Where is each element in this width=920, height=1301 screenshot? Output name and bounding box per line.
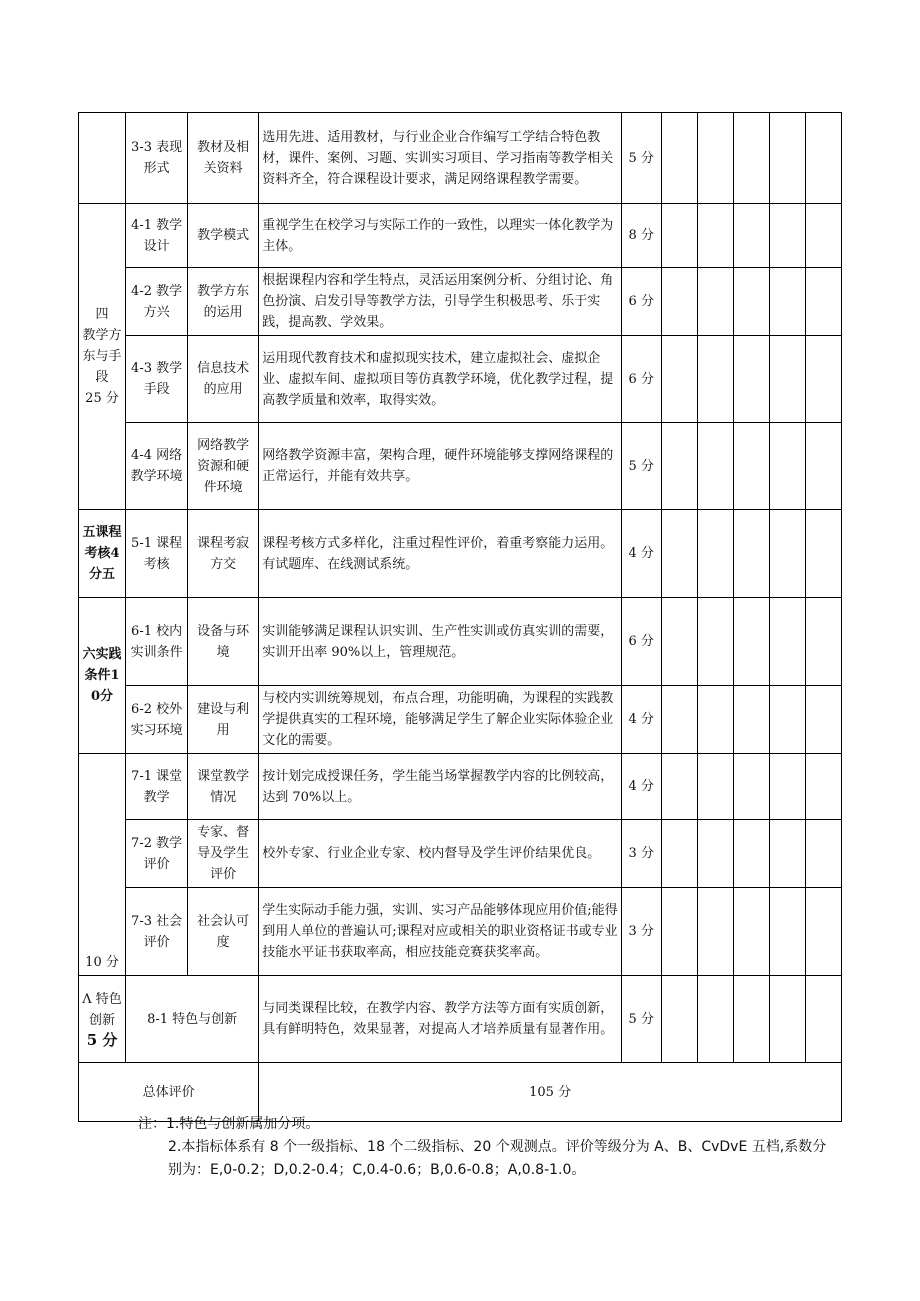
indicator-code: 3-3 表现形式 (126, 113, 188, 204)
total-label: 总体评价 (79, 1063, 259, 1122)
grade-cell[interactable] (733, 754, 769, 820)
group-score: 25 分 (85, 391, 119, 406)
indicator-description: 重视学生在校学习与实际工作的一致性，以理实一体化教学为主体。 (259, 204, 621, 268)
indicator-score: 6 分 (621, 268, 661, 336)
grade-cell[interactable] (697, 598, 733, 686)
grade-cell[interactable] (733, 423, 769, 510)
table-row (79, 510, 842, 598)
grade-cell[interactable] (697, 268, 733, 336)
indicator-name: 课堂教学情况 (188, 754, 259, 820)
indicator-score: 4 分 (621, 510, 661, 598)
grade-cell[interactable] (661, 204, 697, 268)
group-score: 10 分 (85, 955, 119, 970)
grade-cell[interactable] (697, 336, 733, 423)
indicator-code: 7-2 教学评价 (126, 820, 188, 888)
indicator-score: 5 分 (621, 113, 661, 204)
indicator-name: 社会认可度 (188, 888, 259, 976)
grade-cell[interactable] (769, 888, 805, 976)
grade-cell[interactable] (661, 754, 697, 820)
grade-cell[interactable] (769, 754, 805, 820)
grade-cell[interactable] (733, 336, 769, 423)
grade-cell[interactable] (733, 686, 769, 754)
table-row (79, 686, 842, 754)
group-cell-6: 六实践条件10分 (79, 598, 126, 754)
grade-cell[interactable] (661, 976, 697, 1063)
grade-cell[interactable] (697, 686, 733, 754)
table-row (79, 976, 842, 1063)
grade-cell[interactable] (697, 204, 733, 268)
indicator-name: 教材及相关资料 (188, 113, 259, 204)
table-row (79, 113, 842, 204)
table-row (79, 888, 842, 976)
indicator-name: 建设与利用 (188, 686, 259, 754)
grade-cell[interactable] (697, 888, 733, 976)
grade-cell[interactable] (769, 204, 805, 268)
indicator-name: 专家、督导及学生评价 (188, 820, 259, 888)
indicator-name: 课程考寂方交 (188, 510, 259, 598)
grade-cell[interactable] (769, 113, 805, 204)
grade-cell[interactable] (805, 888, 841, 976)
grade-cell[interactable] (769, 336, 805, 423)
grade-cell[interactable] (805, 754, 841, 820)
grade-cell[interactable] (661, 268, 697, 336)
indicator-description: 学生实际动手能力强，实训、实习产品能够体现应用价值;能得到用人单位的普遍认可;课程对应或相关的职业资格证书或专业技能水平证书获取率高，相应技能竞赛获奖率高。 (259, 888, 621, 976)
group-cell-5: 五课程考核4分五 (79, 510, 126, 598)
grade-cell[interactable] (661, 598, 697, 686)
grade-cell[interactable] (769, 510, 805, 598)
grade-cell[interactable] (805, 976, 841, 1063)
grade-cell[interactable] (733, 510, 769, 598)
grade-cell[interactable] (697, 820, 733, 888)
table-row (79, 336, 842, 423)
grade-cell[interactable] (661, 820, 697, 888)
table-row (79, 204, 842, 268)
indicator-description: 校外专家、行业企业专家、校内督导及学生评价结果优良。 (259, 820, 621, 888)
grade-cell[interactable] (697, 510, 733, 598)
evaluation-table (78, 112, 842, 1122)
grade-cell[interactable] (733, 268, 769, 336)
table-row (79, 754, 842, 820)
indicator-code: 7-3 社会评价 (126, 888, 188, 976)
grade-cell[interactable] (805, 336, 841, 423)
grade-cell[interactable] (733, 598, 769, 686)
indicator-score: 6 分 (621, 598, 661, 686)
grade-cell[interactable] (805, 686, 841, 754)
indicator-description: 按计划完成授课任务，学生能当场掌握教学内容的比例较高，达到 70%以上。 (259, 754, 621, 820)
indicator-score: 5 分 (621, 423, 661, 510)
indicator-code: 4-2 教学方兴 (126, 268, 188, 336)
indicator-score: 5 分 (621, 976, 661, 1063)
indicator-code: 5-1 课程考核 (126, 510, 188, 598)
indicator-name: 教学方东的运用 (188, 268, 259, 336)
indicator-description: 课程考核方式多样化，注重过程性评价，着重考察能力运用。有试题库、在线测试系统。 (259, 510, 621, 598)
group-title: Λ 特色创新 (82, 992, 122, 1028)
indicator-name: 信息技术的应用 (188, 336, 259, 423)
indicator-score: 4 分 (621, 754, 661, 820)
indicator-name: 网络教学资源和硬件环境 (188, 423, 259, 510)
grade-cell[interactable] (733, 976, 769, 1063)
indicator-score: 3 分 (621, 888, 661, 976)
indicator-code: 4-1 教学设计 (126, 204, 188, 268)
grade-cell[interactable] (661, 113, 697, 204)
grade-cell[interactable] (805, 423, 841, 510)
grade-cell[interactable] (697, 113, 733, 204)
indicator-code: 8-1 特色与创新 (126, 976, 259, 1063)
group-title: 教学方东与手段 (82, 328, 122, 385)
note-line-1: 注：1.特色与创新属加分项。 (138, 1116, 320, 1132)
indicator-code: 6-2 校外实习环境 (126, 686, 188, 754)
grade-cell[interactable] (661, 510, 697, 598)
group-cell-8 (79, 976, 126, 1063)
grade-cell[interactable] (805, 113, 841, 204)
grade-cell[interactable] (805, 820, 841, 888)
indicator-name: 教学模式 (188, 204, 259, 268)
indicator-description: 根据课程内容和学生特点，灵活运用案例分析、分组讨论、角色扮演、启发引导等教学方法，引导学生积极思考、乐于实践，提高教、学效果。 (259, 268, 621, 336)
grade-cell[interactable] (733, 204, 769, 268)
indicator-code: 6-1 校内实训条件 (126, 598, 188, 686)
indicator-code: 4-3 教学手段 (126, 336, 188, 423)
grade-cell[interactable] (769, 976, 805, 1063)
indicator-description: 运用现代教育技术和虚拟现实技术，建立虚拟社会、虚拟企业、虚拟车间、虚拟项目等仿真教学环境，优化教学过程，提高教学质量和效率，取得实效。 (259, 336, 621, 423)
grade-cell[interactable] (805, 204, 841, 268)
grade-cell[interactable] (697, 754, 733, 820)
indicator-description: 与校内实训统筹规划，布点合理，功能明确，为课程的实践教学提供真实的工程环境，能够满足学生了解企业实际体验企业文化的需要。 (259, 686, 621, 754)
grade-cell[interactable] (805, 510, 841, 598)
indicator-score: 8 分 (621, 204, 661, 268)
grade-cell[interactable] (805, 598, 841, 686)
group-cell-4 (79, 204, 126, 510)
grade-cell[interactable] (733, 888, 769, 976)
grade-cell[interactable] (697, 423, 733, 510)
grade-cell[interactable] (733, 113, 769, 204)
grade-cell[interactable] (769, 686, 805, 754)
indicator-description: 选用先进、适用教材，与行业企业合作编写工学结合特色教材，课件、案例、习题、实训实习项目、学习指南等教学相关资料齐全，符合课程设计要求，满足网络课程教学需要。 (259, 113, 621, 204)
grade-cell[interactable] (769, 268, 805, 336)
indicator-score: 6 分 (621, 336, 661, 423)
grade-cell[interactable] (661, 888, 697, 976)
indicator-code: 7-1 课堂教学 (126, 754, 188, 820)
table-row (79, 268, 842, 336)
grade-cell[interactable] (769, 598, 805, 686)
group-cell-7 (79, 754, 126, 976)
grade-cell[interactable] (769, 820, 805, 888)
grade-cell[interactable] (805, 268, 841, 336)
indicator-score: 4 分 (621, 686, 661, 754)
grade-cell[interactable] (661, 336, 697, 423)
group-cell (79, 113, 126, 204)
group-score: 5 分 (86, 1031, 118, 1049)
grade-cell[interactable] (769, 423, 805, 510)
indicator-description: 网络教学资源丰富，架构合理，硬件环境能够支撑网络课程的正常运行，并能有效共享。 (259, 423, 621, 510)
indicator-description: 实训能够满足课程认识实训、生产性实训或仿真实训的需要，实训开出率 90%以上，管理规范。 (259, 598, 621, 686)
notes (138, 1113, 838, 1182)
table-row (79, 820, 842, 888)
table-row (79, 598, 842, 686)
grade-cell[interactable] (697, 976, 733, 1063)
note-line-2: 2.本指标体系有 8 个一级指标、18 个二级指标、20 个观测点。评价等级分为 A、B、CvDvE 五档,系数分别为：E,0-0.2；D,0.2-0.4；C,0.4-0.6；B,0.6-0.8；A,0.8-1.0。 (168, 1139, 827, 1178)
table-row (79, 423, 842, 510)
group-number: 四 (95, 307, 109, 322)
grade-cell[interactable] (733, 820, 769, 888)
grade-cell[interactable] (661, 686, 697, 754)
indicator-score: 3 分 (621, 820, 661, 888)
indicator-description: 与同类课程比较，在教学内容、教学方法等方面有实质创新，具有鲜明特色，效果显著，对提高人才培养质量有显著作用。 (259, 976, 621, 1063)
grade-cell[interactable] (661, 423, 697, 510)
indicator-name: 设备与环境 (188, 598, 259, 686)
indicator-code: 4-4 网络教学环境 (126, 423, 188, 510)
total-value: 105 分 (259, 1063, 842, 1122)
